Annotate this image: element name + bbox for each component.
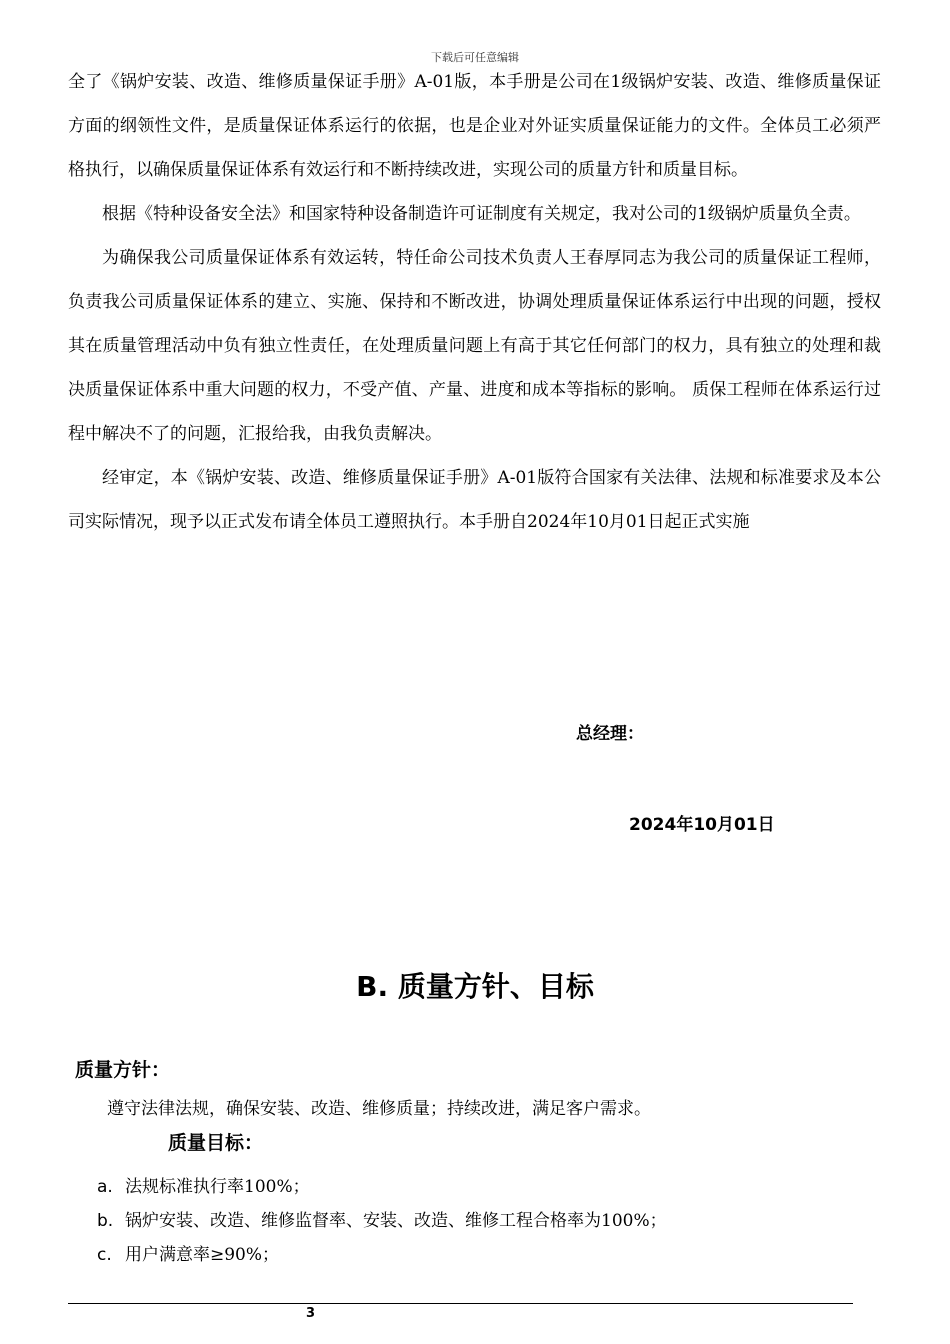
list-item-text: 用户满意率≥90%；	[125, 1245, 280, 1265]
quality-policy-text: 遵守法律法规，确保安装、改造、维修质量；持续改进，满足客户需求。	[107, 1099, 651, 1119]
list-item-marker: c.	[97, 1245, 112, 1265]
signature-label: 总经理：	[576, 724, 644, 744]
quality-policy-heading: 质量方针：	[75, 1059, 171, 1081]
list-item-marker: b.	[97, 1211, 114, 1231]
list-item-text: 法规标准执行率100%；	[125, 1177, 310, 1197]
footer-divider	[68, 1303, 853, 1304]
paragraph-responsibility: 根据《特种设备安全法》和国家特种设备制造许可证制度有关规定，我对公司的1级锅炉质量负全责。	[102, 204, 861, 224]
paragraph-approval: 经审定，本《锅炉安装、改造、维修质量保证手册》A-01版符合国家有关法律、法规和标准要求及本公司实际情况，现予以正式发布请全体员工遵照执行。本手册自2024年10月01日起正式实施	[68, 468, 881, 532]
list-item	[97, 1204, 667, 1238]
paragraph-quality-engineer: 为确保我公司质量保证体系有效运转，特任命公司技术负责人王春厚同志为我公司的质量保证工程师，负责我公司质量保证体系的建立、实施、保持和不断改进，协调处理质量保证体系运行中出现的问题，授权其在质量管理活动中负有独立性责任，在处理质量问题上有高于其它任何部门的权力，具有独立的处理和裁决质量保证体系中重大问题的权力，不受产值、产量、进度和成本等指标的影响。 质保工程师在体系运行过程中解决不了的问题，汇报给我，由我负责解决。	[68, 248, 881, 444]
watermark-text: 下载后可任意编辑	[431, 51, 519, 64]
list-item	[97, 1170, 667, 1204]
page-number: 3	[306, 1306, 316, 1321]
signature-date: 2024年10月01日	[629, 815, 775, 835]
document-body	[68, 60, 881, 544]
list-item-text: 锅炉安装、改造、维修监督率、安装、改造、维修工程合格率为100%；	[125, 1211, 667, 1231]
quality-objectives-list	[97, 1170, 667, 1272]
paragraph-manual-intro: 全了《锅炉安装、改造、维修质量保证手册》A-01版，本手册是公司在1级锅炉安装、改造、维修质量保证方面的纲领性文件，是质量保证体系运行的依据，也是企业对外证实质量保证能力的文件。全体员工必须严格执行，以确保质量保证体系有效运行和不断持续改进，实现公司的质量方针和质量目标。	[68, 72, 881, 180]
list-item-marker: a.	[97, 1177, 113, 1197]
section-title: B. 质量方针、目标	[356, 970, 594, 1003]
quality-objectives-heading: 质量目标：	[168, 1132, 264, 1154]
list-item	[97, 1238, 667, 1272]
